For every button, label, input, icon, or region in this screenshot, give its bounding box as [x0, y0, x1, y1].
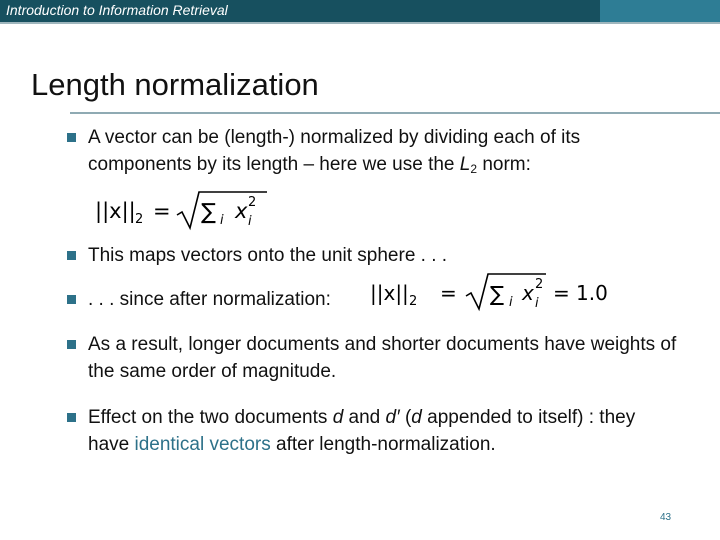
bullet-4-text: As a result, longer documents and shorter documents have weights of the same order of magnitude.: [88, 334, 677, 382]
formula-1-eq: =: [153, 199, 171, 223]
bullet-5-text: [88, 404, 677, 458]
formula-2-var: x: [522, 281, 534, 305]
formula-2-radical-icon: [466, 274, 546, 309]
formula-2-sum: ∑: [490, 282, 505, 306]
norm-result-svg: [370, 270, 615, 312]
header-accent-block: [600, 0, 720, 22]
bullet-marker-icon: [67, 251, 76, 260]
formula-2-sum-sub: i: [509, 295, 513, 310]
bullet-5-doc-d-prime: d′: [385, 407, 400, 428]
bullet-3-text: . . . since after normalization:: [88, 289, 331, 310]
bullet-marker-icon: [67, 295, 76, 304]
bullet-5-doc-d-again: d: [411, 407, 422, 428]
header-title: Introduction to Information Retrieval: [6, 2, 228, 18]
bullet-1-sub: 2: [470, 162, 478, 176]
bullet-5-post: after length-normalization.: [270, 434, 496, 455]
norm-definition-svg: [95, 188, 275, 232]
bullet-marker-icon: [67, 413, 76, 422]
bullet-1-text: [88, 124, 677, 183]
norm-definition-formula: [95, 188, 275, 232]
formula-2-var-sup: 2: [535, 277, 544, 292]
bullet-2: [67, 242, 677, 269]
bullet-1-pre: A vector can be (length-) normalized by dividing each of its components by its length – here we use the: [88, 127, 581, 175]
bullet-5-highlight: identical vectors: [134, 434, 271, 455]
bullet-5-mid3: appended to itself) : they have: [88, 407, 636, 455]
formula-1-lhs-sub: 2: [135, 212, 144, 227]
bullet-5-mid2: (: [399, 407, 412, 428]
formula-1-lhs: ||x||: [95, 199, 136, 223]
bullet-5-doc-d: d: [332, 407, 344, 428]
bullet-5: [67, 404, 677, 458]
bullet-5-mid1: and: [343, 407, 386, 428]
formula-2-eq2: =: [553, 281, 570, 305]
norm-result-formula: [370, 270, 615, 312]
formula-1-var-sup: 2: [248, 195, 257, 210]
formula-2-eq: =: [440, 281, 457, 305]
formula-1-var-sub: i: [248, 214, 252, 229]
formula-1-sum-sub: i: [220, 213, 224, 228]
title-divider: [70, 112, 720, 114]
page-number: 43: [660, 512, 672, 523]
formula-2-var-sub: i: [535, 296, 539, 311]
bullet-5-pre: Effect on the two documents: [88, 407, 333, 428]
formula-1-var: x: [235, 199, 248, 223]
bullet-marker-icon: [67, 133, 76, 142]
formula-2-value: 1.0: [576, 281, 608, 305]
bullet-1: [67, 124, 677, 183]
bullet-2-text: This maps vectors onto the unit sphere . . .: [88, 245, 448, 266]
bullet-marker-icon: [67, 340, 76, 349]
bullet-1-post: norm:: [477, 154, 531, 175]
formula-2-lhs: ||x||: [370, 281, 409, 305]
bullet-4: [67, 331, 677, 385]
slide-title: Length normalization: [31, 67, 319, 102]
bullet-1-em: L: [459, 154, 471, 175]
formula-1-sum: ∑: [201, 200, 216, 225]
formula-2-lhs-sub: 2: [409, 294, 418, 309]
header-divider: [0, 22, 720, 24]
